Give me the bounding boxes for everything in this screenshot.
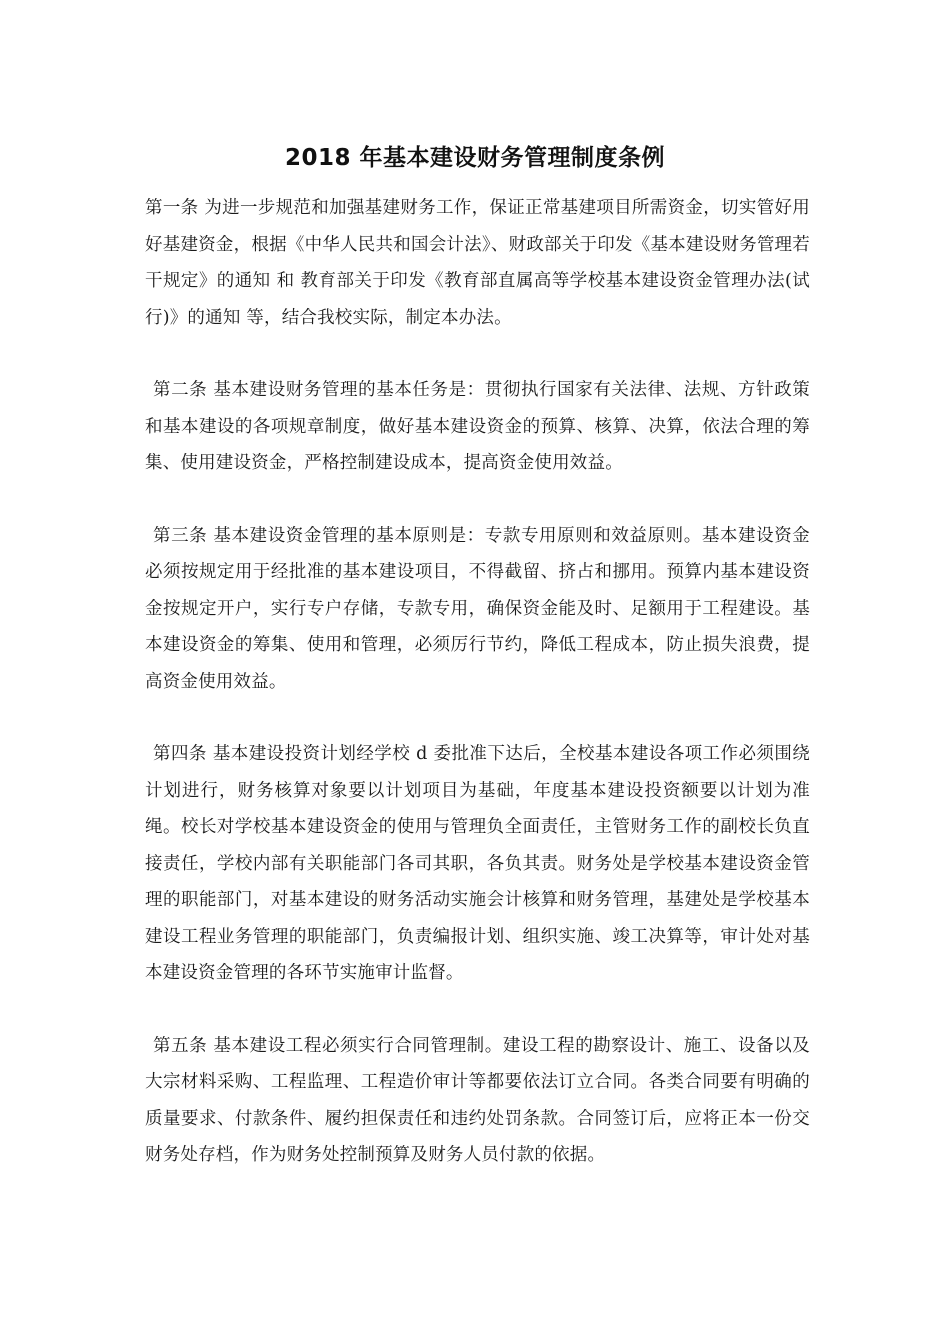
article-5: 第五条 基本建设工程必须实行合同管理制。建设工程的勘察设计、施工、设备以及大宗材料采购、工程监理、工程造价审计等都要依法订立合同。各类合同要有明确的质量要求、付款条件、履约担保责任和违约处罚条款。合同签订后，应将正本一份交财务处存档，作为财务处控制预算及财务人员付款的依据。: [145, 1035, 810, 1165]
article-2: 第二条 基本建设财务管理的基本任务是：贯彻执行国家有关法律、法规、方针政策和基本建设的各项规章制度，做好基本建设资金的预算、核算、决算，依法合理的筹集、使用建设资金，严格控制建设成本，提高资金使用效益。: [145, 380, 810, 473]
article-1: 第一条 为进一步规范和加强基建财务工作，保证正常基建项目所需资金，切实管好用好基建资金，根据《中华人民共和国会计法》、财政部关于印发《基本建设财务管理若干规定》的通知 和 教育部关于印发《教育部直属高等学校基本建设资金管理办法(试行)》的通知 等，结合我校实际，制定本办法。: [145, 198, 810, 328]
article-4: 第四条 基本建设投资计划经学校 d 委批准下达后，全校基本建设各项工作必须围绕计划进行，财务核算对象要以计划项目为基础，年度基本建设投资额要以计划为准绳。校长对学校基本建设资金的使用与管理负全面责任，主管财务工作的副校长负直接责任，学校内部有关职能部门各司其职，各负其责。财务处是学校基本建设资金管理的职能部门，对基本建设的财务活动实施会计核算和财务管理，基建处是学校基本建设工程业务管理的职能部门，负责编报计划、组织实施、竣工决算等，审计处对基本建设资金管理的各环节实施审计监督。: [145, 744, 810, 983]
document-title: 2018 年基本建设财务管理制度条例: [284, 145, 666, 171]
document-body: [145, 190, 810, 1174]
article-3: 第三条 基本建设资金管理的基本原则是：专款专用原则和效益原则。基本建设资金必须按规定用于经批准的基本建设项目，不得截留、挤占和挪用。预算内基本建设资金按规定开户，实行专户存储，专款专用，确保资金能及时、足额用于工程建设。基本建设资金的筹集、使用和管理，必须厉行节约，降低工程成本，防止损失浪费，提高资金使用效益。: [145, 525, 810, 692]
